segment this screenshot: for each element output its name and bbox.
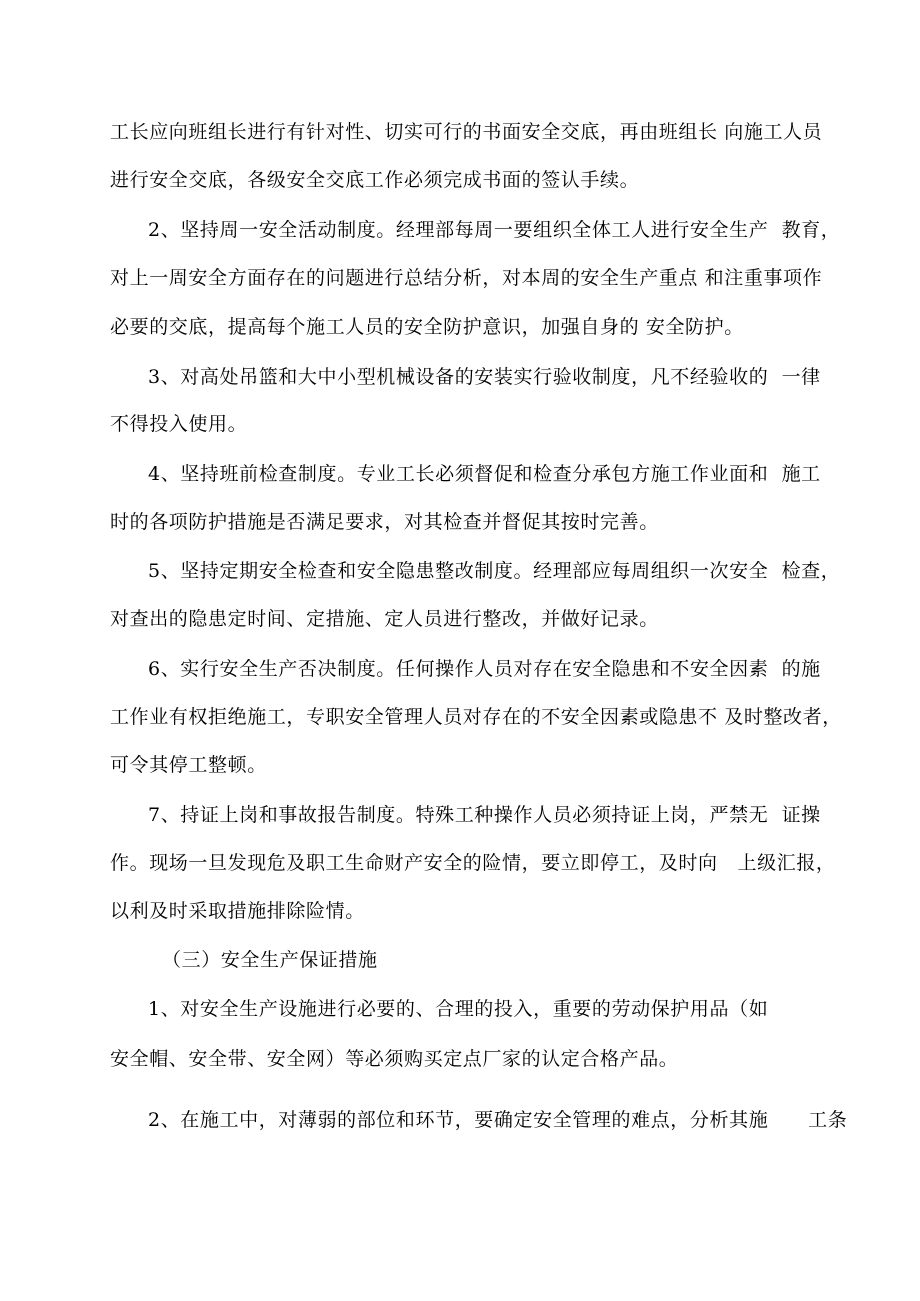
measure-1-line: 1、对安全生产设施进行必要的、合理的投入，重要的劳动保护用品（如 (148, 998, 769, 1020)
paragraph-5-line: 5、坚持定期安全检查和安全隐患整改制度。经理部应每周组织一次安全 检查， (148, 560, 841, 582)
paragraph-2-line: 2、坚持周一安全活动制度。经理部每周一要组织全体工人进行安全生产 教育， (148, 219, 841, 241)
text-line: 对查出的隐患定时间、定措施、定人员进行整改，并做好记录。 (110, 608, 659, 630)
text-line: 作。现场一旦发现危及职工生命财产安全的险情，要立即停工，及时向 上级汇报， (110, 852, 836, 874)
text-line: 必要的交底，提高每个施工人员的安全防护意识，加强自身的 安全防护。 (110, 316, 744, 338)
text-line: 安全帽、安全带、安全网）等必须购买定点厂家的认定合格产品。 (110, 1048, 679, 1070)
text-line: 以利及时采取措施排除险情。 (110, 900, 365, 922)
paragraph-3-line: 3、对高处吊篮和大中小型机械设备的安装实行验收制度，凡不经验收的 一律 (148, 366, 821, 388)
paragraph-4-line: 4、坚持班前检查制度。专业工长必须督促和检查分承包方施工作业面和 施工 (148, 463, 821, 485)
text-line: 进行安全交底，各级安全交底工作必须完成书面的签认手续。 (110, 169, 640, 191)
text-line: 工长应向班组长进行有针对性、切实可行的书面安全交底，再由班组长 向施工人员 (110, 121, 823, 143)
text-line: 不得投入使用。 (110, 413, 248, 435)
text-line: 对上一周安全方面存在的问题进行总结分析，对本周的安全生产重点 和注重事项作 (110, 267, 823, 289)
text-line: 工作业有权拒绝施工，专职安全管理人员对存在的不安全因素或隐患不 及时整改者， (110, 706, 842, 728)
text-line: 时的各项防护措施是否满足要求，对其检查并督促其按时完善。 (110, 511, 659, 533)
paragraph-7-line: 7、持证上岗和事故报告制度。特殊工种操作人员必须持证上岗，严禁无 证操 (148, 804, 821, 826)
measure-2-line: 2、在施工中，对薄弱的部位和环节，要确定安全管理的难点，分析其施 工条 (148, 1109, 848, 1131)
paragraph-6-line: 6、实行安全生产否决制度。任何操作人员对存在安全隐患和不安全因素 的施 (148, 658, 821, 680)
section-heading: （三）安全生产保证措施 (162, 949, 378, 971)
text-line: 可令其停工整顿。 (110, 754, 267, 776)
